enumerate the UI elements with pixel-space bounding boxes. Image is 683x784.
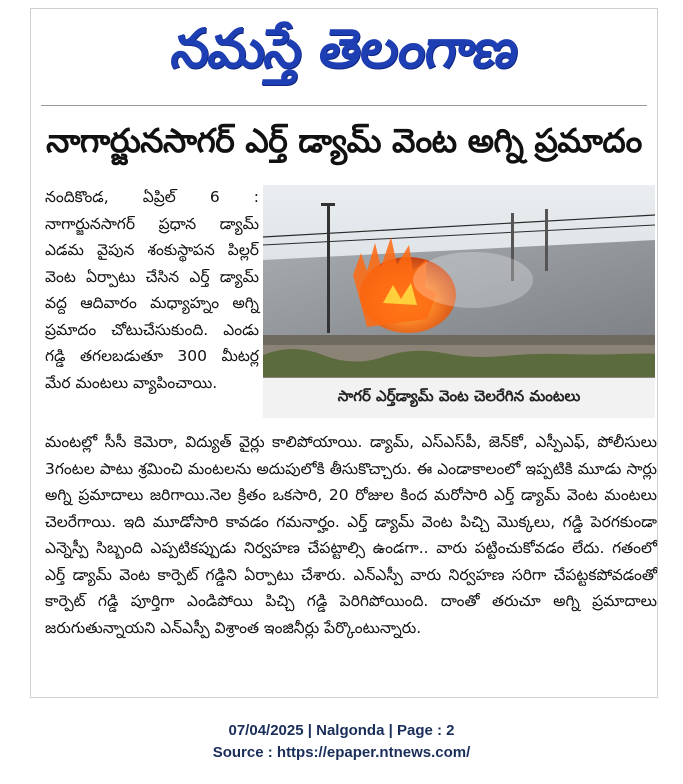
article-headline: నాగార్జునసాగర్ ఎర్త్ డ్యామ్ వెంట అగ్ని ప్రమాదం <box>46 121 642 160</box>
article-lead-column: నందికొండ, ఏప్రిల్ 6 : నాగార్జునసాగర్ ప్రధాన డ్యామ్ ఎడమ వైపున శంకుస్థాపన పిల్లర్ వెంట ఏర్పాటు చేసిన ఎర్త్ డ్యామ్ వద్ద ఆదివారం మధ్యాహ్నం అగ్ని ప్రమాదం చోటుచేసుకుంది. ఎండు గడ్డి తగలబడుతూ 300 మీటర్ల మేర మంటలు వ్యాపించాయి. <box>45 188 259 392</box>
masthead <box>31 9 657 101</box>
newspaper-clipping <box>30 8 658 698</box>
footer-date-edition: 07/04/2025 | Nalgonda | Page : 2 <box>228 722 455 739</box>
article-body: మంటల్లో సీసీ కెమెరా, విద్యుత్ వైర్లు కాలిపోయాయి. డ్యామ్, ఎస్‌ఎస్‌పీ, జెన్‌కో, ఎస్పీఎఫ్, పోలీసులు 3గంటల పాటు శ్రమించి మంటలను అదుపులోకి తీసుకొచ్చారు. ఈ ఎండాకాలంలో ఇప్పటికి మూడు సార్లు అగ్ని ప్రమాదాలు జరిగాయి.నెల క్రితం ఒకసారి, 20 రోజుల కింద మరోసారి ఎర్త్ డ్యామ్ వెంట మంటలు చెలరేగాయి. ఇది మూడోసారి కావడం గమనార్హం. ఎర్త్ డ్యామ్ వెంట పిచ్చి మొక్కలు, గడ్డి పెరగకుండా ఎన్నెస్పీ సిబ్బంది ఎప్పటికప్పుడు నిర్వహణ చేపట్టాల్సి ఉండగా.. వారు పట్టించుకోవడం లేదు. గతంలో ఎర్త్ డ్యామ్ వెంట కార్పెట్ గడ్డిని ఏర్పాటు చేశారు. ఎన్ఎస్పీ వారు నిర్వహణ సరిగా చేపట్టకపోవడంతో కార్పెట్ గడ్డి పూర్తిగా ఎండిపోయి పిచ్చి గడ్డి పెరిగిపోయింది. దాంతో తరుచూ అగ్ని ప్రమాదాలు జరుగుతున్నాయని ఎన్ఎస్పీ విశ్రాంత ఇంజినీర్లు పేర్కొంటున్నారు. <box>45 433 657 637</box>
masthead-divider <box>41 105 647 106</box>
article-photo <box>263 185 655 378</box>
footer-source-link[interactable]: Source : https://epaper.ntnews.com/ <box>212 744 471 761</box>
photo-caption: సాగర్ ఎర్త్‌డ్యామ్ వెంట చెలరేగిన మంటలు <box>263 378 655 418</box>
masthead-title: నమస్తే తెలంగాణ <box>167 16 523 80</box>
source-footer <box>0 720 683 764</box>
fire-photo-illustration <box>263 185 655 378</box>
